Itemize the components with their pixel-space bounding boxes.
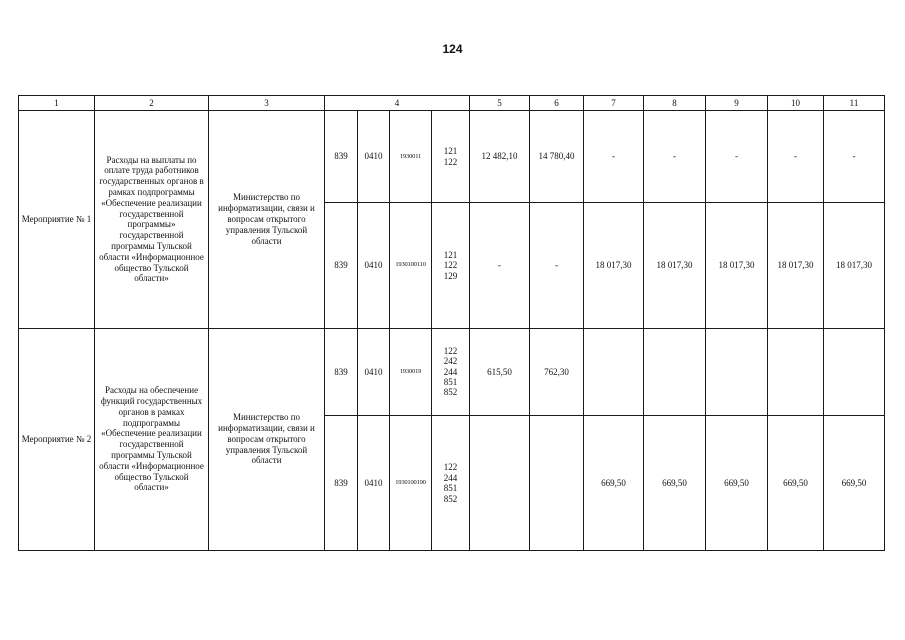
value-cell: 14 780,40 [530,111,584,203]
value-cell: 12 482,10 [470,111,530,203]
measure-description: Расходы на обеспечение функций государственных органов в рамках подпрограммы «Обеспечение реализации государственной программы Тульской области «Информационное общество Тульской области» [95,328,209,550]
vr-code: 244 [443,366,458,377]
grbs-cell: 839 [325,203,358,328]
value-cell [706,328,768,416]
vr-code: 122 [443,260,458,271]
grbs-cell: 839 [325,328,358,416]
value-cell: 18 017,30 [644,203,706,328]
header-cell: 4 [325,96,470,111]
rzpr-cell: 0410 [358,328,390,416]
value-cell: - [706,111,768,203]
csr-cell: 1930019 [390,328,432,416]
measure-name: Мероприятие № 2 [19,328,95,550]
vr-code: 851 [443,377,458,388]
header-cell: 5 [470,96,530,111]
value-cell [768,328,824,416]
header-cell: 11 [824,96,885,111]
vr-cell [432,416,470,551]
vr-code: 122 [443,156,458,167]
value-cell [584,328,644,416]
value-cell [470,416,530,551]
budget-table [18,95,885,551]
vr-code: 851 [443,483,458,494]
vr-code: 242 [443,356,458,367]
page-number: 124 [442,42,463,56]
value-cell: 669,50 [584,416,644,551]
vr-cell [432,203,470,328]
value-cell: 669,50 [644,416,706,551]
value-cell: 18 017,30 [824,203,885,328]
grbs-cell: 839 [325,111,358,203]
measure-description: Расходы на выплаты по оплате труда работников государственных органов в рамках подпрограммы «Обеспечение реализации государственной программы» государственной программы Тульской области «Информационное общество Тульской области» [95,111,209,328]
csr-cell: 1930011 [390,111,432,203]
value-cell: - [644,111,706,203]
vr-code: 121 [443,249,458,260]
rzpr-cell: 0410 [358,111,390,203]
vr-cell [432,328,470,416]
measure-executor: Министерство по информатизации, связи и вопросам открытого управления Тульской области [209,328,325,550]
header-cell: 2 [95,96,209,111]
vr-code: 852 [443,387,458,398]
measure-name: Мероприятие № 1 [19,111,95,328]
table-row [19,328,885,416]
measure-executor: Министерство по информатизации, связи и вопросам открытого управления Тульской области [209,111,325,328]
table-row [19,111,885,203]
rzpr-cell: 0410 [358,416,390,551]
value-cell: 669,50 [768,416,824,551]
header-cell: 7 [584,96,644,111]
header-cell: 3 [209,96,325,111]
value-cell: 18 017,30 [706,203,768,328]
vr-code: 244 [443,472,458,483]
value-cell: - [584,111,644,203]
value-cell: 18 017,30 [768,203,824,328]
vr-code: 852 [443,493,458,504]
value-cell: - [530,203,584,328]
header-cell: 1 [19,96,95,111]
value-cell: 18 017,30 [584,203,644,328]
vr-code: 129 [443,270,458,281]
value-cell: - [470,203,530,328]
header-cell: 9 [706,96,768,111]
header-cell: 6 [530,96,584,111]
value-cell [530,416,584,551]
header-cell: 10 [768,96,824,111]
value-cell: 669,50 [824,416,885,551]
header-cell: 8 [644,96,706,111]
csr-cell: 1930100190 [390,416,432,551]
csr-cell: 1930100110 [390,203,432,328]
vr-code: 122 [443,346,458,357]
header-row [19,96,885,111]
vr-code: 121 [443,146,458,157]
value-cell: 762,30 [530,328,584,416]
vr-code: 122 [443,462,458,473]
rzpr-cell: 0410 [358,203,390,328]
value-cell [644,328,706,416]
value-cell: - [768,111,824,203]
value-cell [824,328,885,416]
grbs-cell: 839 [325,416,358,551]
value-cell: 615,50 [470,328,530,416]
value-cell: 669,50 [706,416,768,551]
vr-cell [432,111,470,203]
value-cell: - [824,111,885,203]
